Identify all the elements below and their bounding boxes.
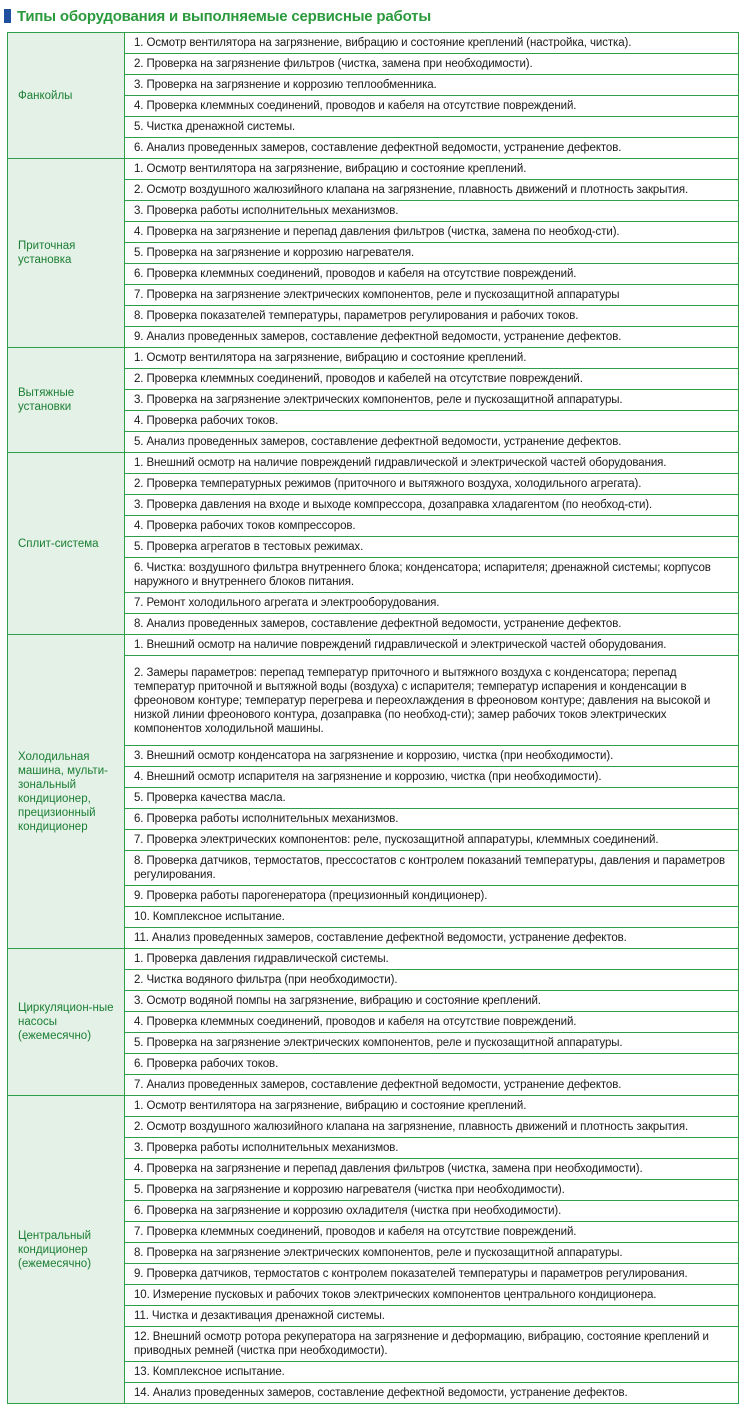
service-work-cell: 13. Комплексное испытание. [125,1362,739,1383]
service-work-cell: 10. Измерение пусковых и рабочих токов электрических компонентов центрального кондиционера. [125,1285,739,1306]
service-work-cell: 3. Проверка работы исполнительных механизмов. [125,1138,739,1159]
service-work-cell: 3. Проверка давления на входе и выходе компрессора, дозаправка хладагентом (по необход-сти). [125,495,739,516]
service-work-cell: 8. Проверка показателей температуры, параметров регулирования и рабочих токов. [125,306,739,327]
service-work-cell: 2. Проверка клеммных соединений, проводов и кабелей на отсутствие повреждений. [125,369,739,390]
service-work-cell: 10. Комплексное испытание. [125,907,739,928]
service-work-cell: 1. Осмотр вентилятора на загрязнение, вибрацию и состояние креплений. [125,1096,739,1117]
service-table-body [8,33,739,1404]
service-work-cell: 1. Осмотр вентилятора на загрязнение, вибрацию и состояние креплений. [125,348,739,369]
service-table [7,32,739,1404]
service-work-cell: 6. Проверка на загрязнение и коррозию охладителя (чистка при необходимости). [125,1201,739,1222]
service-work-cell: 1. Осмотр вентилятора на загрязнение, вибрацию и состояние креплений. [125,159,739,180]
table-row [8,635,739,656]
page-title: Типы оборудования и выполняемые сервисные работы [17,7,431,25]
equipment-type-cell: Фанкойлы [8,33,125,159]
title-marker-icon [4,9,11,23]
service-work-cell: 11. Чистка и дезактивация дренажной системы. [125,1306,739,1327]
title-bar [4,6,431,26]
table-row [8,453,739,474]
equipment-type-cell: Сплит-система [8,453,125,635]
service-work-cell: 9. Проверка работы парогенератора (прецизионный кондиционер). [125,886,739,907]
service-work-cell: 2. Замеры параметров: перепад температур приточного и вытяжного воздуха с конденсатора; перепад температур приточной и вытяжной воды (воздуха) с испарителя; температур испарения и конденсации в фреоновом контуре; температур перегрева и переохлаждения в фреоновом контуре; давления на высокой и низкой линии фреонового контура, дозаправка (по необход-сти); замер рабочих токов электрических компонентов холодильной машины. [125,656,739,746]
service-work-cell: 14. Анализ проведенных замеров, составление дефектной ведомости, устранение дефектов. [125,1383,739,1404]
service-work-cell: 4. Внешний осмотр испарителя на загрязнение и коррозию, чистка (при необходимости). [125,767,739,788]
equipment-type-cell: Циркуляцион-ные насосы (ежемесячно) [8,949,125,1096]
service-work-cell: 5. Проверка на загрязнение и коррозию нагревателя (чистка при необходимости). [125,1180,739,1201]
service-work-cell: 11. Анализ проведенных замеров, составление дефектной ведомости, устранение дефектов. [125,928,739,949]
service-work-cell: 2. Осмотр воздушного жалюзийного клапана на загрязнение, плавность движений и плотность закрытия. [125,180,739,201]
equipment-type-cell: Центральный кондиционер (ежемесячно) [8,1096,125,1404]
equipment-type-cell: Холодильная машина, мульти-зональный кондиционер, прецизионный кондиционер [8,635,125,949]
table-row [8,33,739,54]
service-work-cell: 1. Внешний осмотр на наличие повреждений гидравлической и электрической частей оборудования. [125,635,739,656]
service-work-cell: 5. Проверка на загрязнение и коррозию нагревателя. [125,243,739,264]
service-work-cell: 3. Проверка на загрязнение и коррозию теплообменника. [125,75,739,96]
service-work-cell: 5. Чистка дренажной системы. [125,117,739,138]
service-work-cell: 4. Проверка клеммных соединений, проводов и кабеля на отсутствие повреждений. [125,96,739,117]
table-row [8,1096,739,1117]
service-work-cell: 6. Проверка работы исполнительных механизмов. [125,809,739,830]
table-row [8,159,739,180]
table-row [8,348,739,369]
table-row [8,949,739,970]
service-work-cell: 5. Проверка агрегатов в тестовых режимах. [125,537,739,558]
service-work-cell: 3. Внешний осмотр конденсатора на загрязнение и коррозию, чистка (при необходимости). [125,746,739,767]
service-work-cell: 6. Проверка рабочих токов. [125,1054,739,1075]
service-work-cell: 2. Проверка температурных режимов (приточного и вытяжного воздуха, холодильного агрегата). [125,474,739,495]
service-work-cell: 1. Осмотр вентилятора на загрязнение, вибрацию и состояние креплений (настройка, чистка). [125,33,739,54]
service-work-cell: 6. Чистка: воздушного фильтра внутреннего блока; конденсатора; испарителя; дренажной системы; корпусов наружного и внутреннего блоков питания. [125,558,739,593]
service-work-cell: 7. Проверка на загрязнение электрических компонентов, реле и пускозащитной аппаратуры [125,285,739,306]
service-work-cell: 2. Проверка на загрязнение фильтров (чистка, замена при необходимости). [125,54,739,75]
service-work-cell: 4. Проверка клеммных соединений, проводов и кабеля на отсутствие повреждений. [125,1012,739,1033]
service-work-cell: 4. Проверка рабочих токов. [125,411,739,432]
service-work-cell: 4. Проверка на загрязнение и перепад давления фильтров (чистка, замена по необход-сти). [125,222,739,243]
service-work-cell: 7. Проверка клеммных соединений, проводов и кабеля на отсутствие повреждений. [125,1222,739,1243]
service-work-cell: 5. Проверка качества масла. [125,788,739,809]
service-work-cell: 3. Проверка на загрязнение электрических компонентов, реле и пускозащитной аппаратуры. [125,390,739,411]
service-work-cell: 3. Проверка работы исполнительных механизмов. [125,201,739,222]
service-work-cell: 7. Проверка электрических компонентов: реле, пускозащитной аппаратуры, клеммных соединений. [125,830,739,851]
service-work-cell: 8. Анализ проведенных замеров, составление дефектной ведомости, устранение дефектов. [125,614,739,635]
service-work-cell: 8. Проверка датчиков, термостатов, прессостатов с контролем показаний температуры, давления и параметров регулирования. [125,851,739,886]
service-work-cell: 4. Проверка рабочих токов компрессоров. [125,516,739,537]
service-work-cell: 1. Внешний осмотр на наличие повреждений гидравлической и электрической частей оборудования. [125,453,739,474]
service-work-cell: 7. Ремонт холодильного агрегата и электрооборудования. [125,593,739,614]
service-work-cell: 1. Проверка давления гидравлической системы. [125,949,739,970]
service-work-cell: 6. Анализ проведенных замеров, составление дефектной ведомости, устранение дефектов. [125,138,739,159]
service-work-cell: 7. Анализ проведенных замеров, составление дефектной ведомости, устранение дефектов. [125,1075,739,1096]
service-work-cell: 12. Внешний осмотр ротора рекуператора на загрязнение и деформацию, вибрацию, состояние креплений и приводных ремней (чистка при необходимости). [125,1327,739,1362]
service-table-wrapper [7,32,739,1404]
service-work-cell: 9. Проверка датчиков, термостатов с контролем показателей температуры и параметров регулирования. [125,1264,739,1285]
equipment-type-cell: Приточная установка [8,159,125,348]
service-work-cell: 3. Осмотр водяной помпы на загрязнение, вибрацию и состояние креплений. [125,991,739,1012]
service-work-cell: 6. Проверка клеммных соединений, проводов и кабеля на отсутствие повреждений. [125,264,739,285]
service-work-cell: 9. Анализ проведенных замеров, составление дефектной ведомости, устранение дефектов. [125,327,739,348]
service-work-cell: 8. Проверка на загрязнение электрических компонентов, реле и пускозащитной аппаратуры. [125,1243,739,1264]
service-work-cell: 5. Анализ проведенных замеров, составление дефектной ведомости, устранение дефектов. [125,432,739,453]
service-work-cell: 4. Проверка на загрязнение и перепад давления фильтров (чистка, замена при необходимости). [125,1159,739,1180]
service-work-cell: 2. Осмотр воздушного жалюзийного клапана на загрязнение, плавность движений и плотность закрытия. [125,1117,739,1138]
service-work-cell: 2. Чистка водяного фильтра (при необходимости). [125,970,739,991]
service-work-cell: 5. Проверка на загрязнение электрических компонентов, реле и пускозащитной аппаратуры. [125,1033,739,1054]
equipment-type-cell: Вытяжные установки [8,348,125,453]
